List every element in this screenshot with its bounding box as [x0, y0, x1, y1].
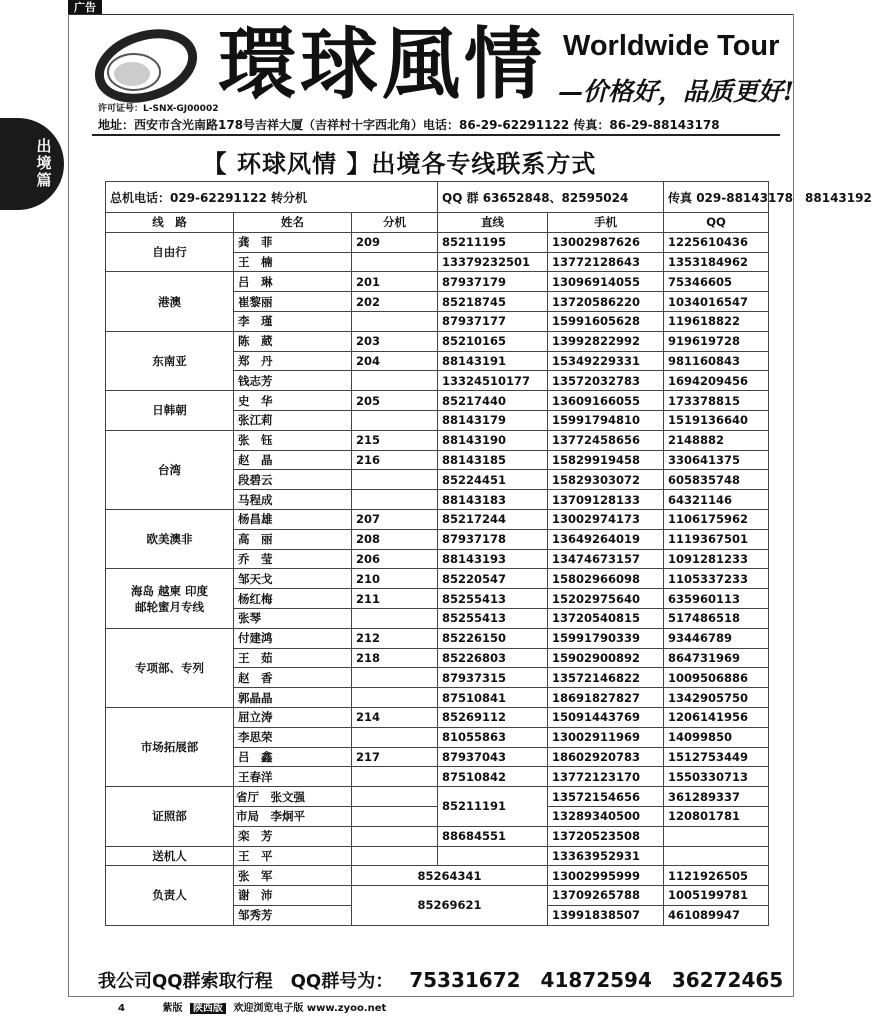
- qq-cell: 1121926505: [664, 866, 769, 886]
- qq-cell: 1353184962: [664, 252, 769, 272]
- qq-cell: 1105337233: [664, 569, 769, 589]
- ext-cell: 210: [352, 569, 438, 589]
- qq-cell: 605835748: [664, 470, 769, 490]
- qq-cell: 75346605: [664, 272, 769, 292]
- ext-cell: [352, 252, 438, 272]
- qq-cell: 330641375: [664, 450, 769, 470]
- direct-cell: 88143190: [438, 430, 548, 450]
- name-cell: 段碧云: [234, 470, 352, 490]
- qq-group: QQ 群 63652848、82595024: [438, 182, 664, 213]
- header-mobile: 手机: [548, 213, 664, 233]
- route-cell: 专项部、专列: [106, 628, 234, 707]
- name-cell: 市局 李炯平: [234, 806, 352, 826]
- direct-cell: 85211195: [438, 232, 548, 252]
- qq-cell: 120801781: [664, 806, 769, 826]
- qq-cell: 1106175962: [664, 509, 769, 529]
- mobile-cell: 18602920783: [548, 747, 664, 767]
- mobile-cell: 15802966098: [548, 569, 664, 589]
- mobile-cell: 13002911969: [548, 727, 664, 747]
- mobile-cell: 15091443769: [548, 707, 664, 727]
- mobile-cell: 15991794810: [548, 410, 664, 430]
- name-cell: 张 钰: [234, 430, 352, 450]
- name-cell: 王 平: [234, 846, 352, 866]
- main-phone: 总机电话：029-62291122 转分机: [106, 182, 438, 213]
- qq-cell: 1034016547: [664, 292, 769, 312]
- direct-cell: 87937315: [438, 668, 548, 688]
- brand-name-en: Worldwide Tour: [563, 30, 780, 62]
- name-cell: 崔黎丽: [234, 292, 352, 312]
- ext-cell: [352, 846, 438, 866]
- header-name: 姓名: [234, 213, 352, 233]
- footer-link-text[interactable]: 欢迎浏览电子版 www.zyoo.net: [233, 1003, 387, 1014]
- qq-cell: 14099850: [664, 727, 769, 747]
- direct-cell: 85255413: [438, 589, 548, 609]
- name-cell: 屈立涛: [234, 707, 352, 727]
- ad-label: 广告: [68, 0, 102, 15]
- mobile-cell: 13709128133: [548, 490, 664, 510]
- mobile-cell: 15991605628: [548, 311, 664, 331]
- mobile-cell: 13474673157: [548, 549, 664, 569]
- direct-cell: [438, 846, 548, 866]
- direct-cell: 85211191: [438, 787, 548, 827]
- direct-cell: 85217440: [438, 391, 548, 411]
- table-row: [106, 391, 769, 411]
- table-row: [106, 707, 769, 727]
- table-row: [106, 331, 769, 351]
- name-cell: 吕 鑫: [234, 747, 352, 767]
- route-cell: 送机人: [106, 846, 234, 866]
- ext-cell: [352, 608, 438, 628]
- footer-qq-line: [98, 964, 783, 993]
- name-cell: 谢 沛: [234, 886, 352, 906]
- qq-cell: 119618822: [664, 311, 769, 331]
- side-tab-label: 出境篇: [36, 137, 52, 189]
- direct-cell: 85217244: [438, 509, 548, 529]
- ext-cell: 215: [352, 430, 438, 450]
- route-cell: 日韩朝: [106, 391, 234, 431]
- qq-cell: 864731969: [664, 648, 769, 668]
- mobile-cell: 13720586220: [548, 292, 664, 312]
- company-address: 地址：西安市含光南路178号吉祥大厦（吉祥村十字西北角）电话：86-29-62291122 传真：86-29-88143178: [98, 118, 720, 132]
- direct-cell: 85218745: [438, 292, 548, 312]
- name-cell: 栾 芳: [234, 826, 352, 846]
- table-header-row: [106, 213, 769, 233]
- direct-cell: 88143191: [438, 351, 548, 371]
- qq-cell: 1519136640: [664, 410, 769, 430]
- ext-cell: [352, 311, 438, 331]
- name-cell: 张琴: [234, 608, 352, 628]
- mobile-cell: 15902900892: [548, 648, 664, 668]
- qq-cell: 173378815: [664, 391, 769, 411]
- direct-cell: 87937178: [438, 529, 548, 549]
- ext-cell: [352, 727, 438, 747]
- globe-logo-icon: [92, 26, 204, 102]
- mobile-cell: 13649264019: [548, 529, 664, 549]
- qq-cell: 64321146: [664, 490, 769, 510]
- page-footer: [118, 999, 386, 1014]
- page-number: 4: [118, 1003, 125, 1014]
- mobile-cell: 13289340500: [548, 806, 664, 826]
- header-divider: [92, 134, 780, 136]
- ext-cell: [352, 826, 438, 846]
- mobile-cell: 13096914055: [548, 272, 664, 292]
- name-cell: 邹秀芳: [234, 905, 352, 925]
- mobile-cell: 15829919458: [548, 450, 664, 470]
- ext-cell: 216: [352, 450, 438, 470]
- mobile-cell: 13772458656: [548, 430, 664, 450]
- contacts-table: [105, 181, 872, 926]
- ext-cell: 211: [352, 589, 438, 609]
- table-row: [106, 430, 769, 450]
- route-cell: 自由行: [106, 232, 234, 272]
- mobile-cell: 13572032783: [548, 371, 664, 391]
- direct-cell: 85210165: [438, 331, 548, 351]
- qq-cell: 1342905750: [664, 688, 769, 708]
- direct-cell: 87937177: [438, 311, 548, 331]
- mobile-cell: 13002995999: [548, 866, 664, 886]
- qq-cell: 635960113: [664, 589, 769, 609]
- table-row: [106, 628, 769, 648]
- qq-cell: 361289337: [664, 787, 769, 807]
- name-cell: 李思荣: [234, 727, 352, 747]
- name-cell: 王 茹: [234, 648, 352, 668]
- route-cell: 海岛 越柬 印度 邮轮蜜月专线: [106, 569, 234, 628]
- ext-cell: 212: [352, 628, 438, 648]
- mobile-cell: 13992822992: [548, 331, 664, 351]
- name-cell: 乔 莹: [234, 549, 352, 569]
- direct-cell: 85224451: [438, 470, 548, 490]
- mobile-cell: 13772128643: [548, 252, 664, 272]
- name-cell: 杨红梅: [234, 589, 352, 609]
- name-cell: 高 丽: [234, 529, 352, 549]
- ext-cell: 206: [352, 549, 438, 569]
- direct-cell: 88143193: [438, 549, 548, 569]
- footer-qq-text: 我公司QQ群索取行程 QQ群号为：: [98, 971, 394, 992]
- mobile-cell: 18691827827: [548, 688, 664, 708]
- direct-cell: 13324510177: [438, 371, 548, 391]
- ext-cell: 203: [352, 331, 438, 351]
- name-cell: 吕 琳: [234, 272, 352, 292]
- header-qq: QQ: [664, 213, 769, 233]
- name-cell: 张江莉: [234, 410, 352, 430]
- direct-cell: 85255413: [438, 608, 548, 628]
- ext-cell: [352, 371, 438, 391]
- name-cell: 钱志芳: [234, 371, 352, 391]
- ext-cell: [352, 490, 438, 510]
- qq-cell: 919619728: [664, 331, 769, 351]
- direct-cell: 85264341: [352, 866, 548, 886]
- fax-number: 传真 029-88143178 88143192: [664, 182, 769, 213]
- ext-cell: [352, 688, 438, 708]
- mobile-cell: 13991838507: [548, 905, 664, 925]
- route-cell: 港澳: [106, 272, 234, 331]
- table-row: [106, 866, 769, 886]
- ext-cell: 202: [352, 292, 438, 312]
- route-cell: 东南亚: [106, 331, 234, 390]
- mobile-cell: 13772123170: [548, 767, 664, 787]
- qq-cell: 1694209456: [664, 371, 769, 391]
- direct-cell: 87510842: [438, 767, 548, 787]
- name-cell: 赵 晶: [234, 450, 352, 470]
- edition-label: 紫版: [162, 1003, 183, 1014]
- qq-cell: [664, 826, 769, 846]
- mobile-cell: 15202975640: [548, 589, 664, 609]
- qq-cell: 2148882: [664, 430, 769, 450]
- name-cell: 龚 菲: [234, 232, 352, 252]
- name-cell: 杨昌雄: [234, 509, 352, 529]
- qq-cell: [664, 846, 769, 866]
- direct-cell: 87937043: [438, 747, 548, 767]
- direct-cell: 87510841: [438, 688, 548, 708]
- name-cell: 史 华: [234, 391, 352, 411]
- qq-cell: 1512753449: [664, 747, 769, 767]
- direct-cell: 13379232501: [438, 252, 548, 272]
- ext-cell: 201: [352, 272, 438, 292]
- mobile-cell: 13572146822: [548, 668, 664, 688]
- route-cell: 欧美澳非: [106, 509, 234, 568]
- direct-cell: 85269621: [352, 886, 548, 926]
- brand-name-cn: 環球風情: [218, 19, 547, 110]
- qq-cell: 1206141956: [664, 707, 769, 727]
- name-cell: 王春洋: [234, 767, 352, 787]
- route-cell: 证照部: [106, 787, 234, 846]
- name-cell: 付建鸿: [234, 628, 352, 648]
- qq-cell: 981160843: [664, 351, 769, 371]
- mobile-cell: 13572154656: [548, 787, 664, 807]
- ext-cell: [352, 787, 438, 807]
- route-cell: 市场拓展部: [106, 707, 234, 786]
- direct-cell: 81055863: [438, 727, 548, 747]
- mobile-cell: 15349229331: [548, 351, 664, 371]
- direct-cell: 88143179: [438, 410, 548, 430]
- qq-cell: 1550330713: [664, 767, 769, 787]
- ext-cell: 204: [352, 351, 438, 371]
- ext-cell: 207: [352, 509, 438, 529]
- name-cell: 马程成: [234, 490, 352, 510]
- ext-cell: 214: [352, 707, 438, 727]
- ext-cell: [352, 410, 438, 430]
- header-direct: 直线: [438, 213, 548, 233]
- direct-cell: 85220547: [438, 569, 548, 589]
- qq-cell: 1225610436: [664, 232, 769, 252]
- name-cell: 王 楠: [234, 252, 352, 272]
- name-cell: 省厅 张文强: [234, 787, 352, 807]
- name-cell: 郑 丹: [234, 351, 352, 371]
- brand-slogan: —价格好，品质更好!: [558, 77, 794, 106]
- mobile-cell: 13709265788: [548, 886, 664, 906]
- direct-cell: 85226803: [438, 648, 548, 668]
- qq-cell: 517486518: [664, 608, 769, 628]
- ext-cell: 208: [352, 529, 438, 549]
- name-cell: 陈 葳: [234, 331, 352, 351]
- ext-cell: [352, 767, 438, 787]
- table-row: [106, 846, 769, 866]
- ext-cell: [352, 470, 438, 490]
- qq-cell: 1091281233: [664, 549, 769, 569]
- name-cell: 郭晶晶: [234, 688, 352, 708]
- table-row: [106, 232, 769, 252]
- direct-cell: 85269112: [438, 707, 548, 727]
- table-row: [106, 272, 769, 292]
- ext-cell: 209: [352, 232, 438, 252]
- mobile-cell: 13720540815: [548, 608, 664, 628]
- ext-cell: 205: [352, 391, 438, 411]
- contact-info-row: [106, 182, 769, 213]
- table-row: [106, 787, 769, 807]
- ext-cell: [352, 668, 438, 688]
- mobile-cell: 13609166055: [548, 391, 664, 411]
- name-cell: 李 瑾: [234, 311, 352, 331]
- name-cell: 邹天戈: [234, 569, 352, 589]
- table-row: [106, 569, 769, 589]
- qq-cell: 461089947: [664, 905, 769, 925]
- qq-cell: 1119367501: [664, 529, 769, 549]
- direct-cell: 88143185: [438, 450, 548, 470]
- direct-cell: 88143183: [438, 490, 548, 510]
- ext-cell: 218: [352, 648, 438, 668]
- mobile-cell: 13002974173: [548, 509, 664, 529]
- qq-cell: 1005199781: [664, 886, 769, 906]
- table-row: [106, 509, 769, 529]
- route-cell: 负责人: [106, 866, 234, 925]
- direct-cell: 85226150: [438, 628, 548, 648]
- qq-cell: 93446789: [664, 628, 769, 648]
- license-number: 许可证号：L-SNX-GJ00002: [98, 104, 219, 114]
- mobile-cell: 15829303072: [548, 470, 664, 490]
- page-title: 【 环球风情 】出境各专线联系方式: [202, 150, 597, 178]
- route-cell: 台湾: [106, 430, 234, 509]
- ext-cell: 217: [352, 747, 438, 767]
- footer-qq-numbers: 75331672 41872594 36272465: [409, 968, 784, 992]
- direct-cell: 88684551: [438, 826, 548, 846]
- mobile-cell: 15991790339: [548, 628, 664, 648]
- name-cell: 张 军: [234, 866, 352, 886]
- mobile-cell: 13720523508: [548, 826, 664, 846]
- mobile-cell: 13363952931: [548, 846, 664, 866]
- edition-badge: 陕西版: [190, 1003, 226, 1014]
- name-cell: 赵 香: [234, 668, 352, 688]
- header-ext: 分机: [352, 213, 438, 233]
- ext-cell: [352, 806, 438, 826]
- mobile-cell: 13002987626: [548, 232, 664, 252]
- header-route: 线 路: [106, 213, 234, 233]
- qq-cell: 1009506886: [664, 668, 769, 688]
- direct-cell: 87937179: [438, 272, 548, 292]
